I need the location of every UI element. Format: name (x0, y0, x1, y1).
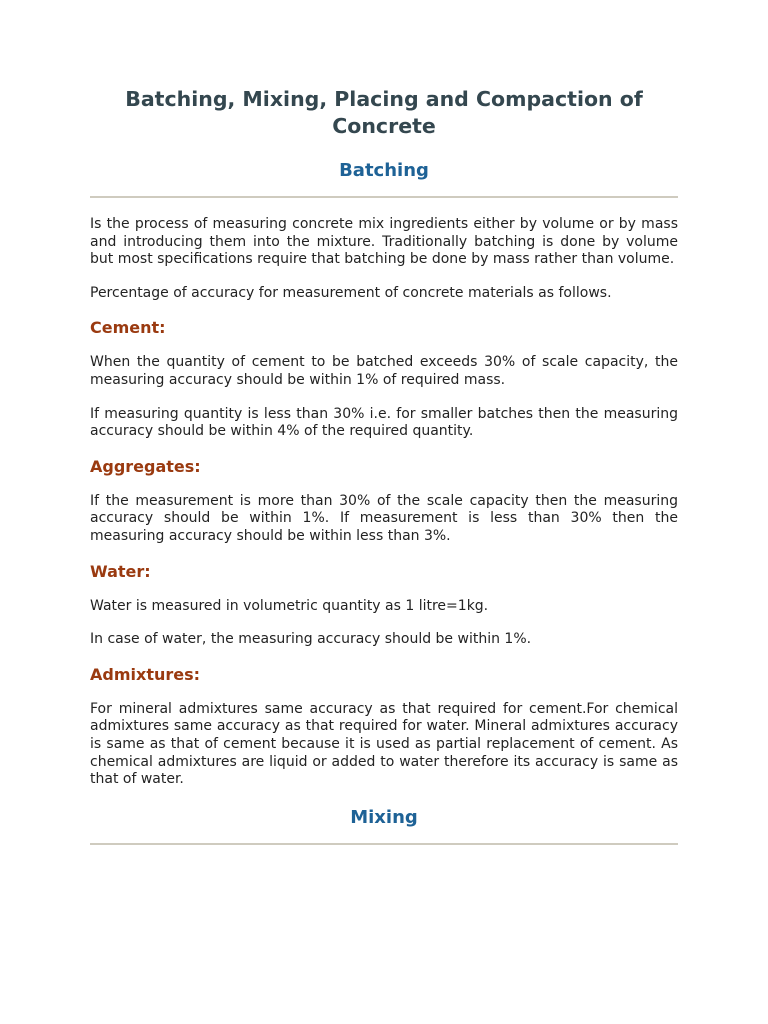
batching-accuracy-paragraph: Percentage of accuracy for measurement of concrete materials as follows. (90, 284, 612, 301)
aggregates-paragraph: If the measurement is more than 30% of the scale capacity then the measuring accuracy should be within 1%. If measurement is less than 30% then the measuring accuracy should be within less than 3%. (90, 492, 678, 544)
section-divider (90, 843, 678, 845)
admixtures-paragraph: For mineral admixtures same accuracy as that required for cement.For chemical admixtures same accuracy as that required for water. Mineral admixtures accuracy is same as that of cement because it is used as partial replacement of cement. As chemical admixtures are liquid or added to water therefore its accuracy is same as that of water. (90, 700, 678, 788)
subheading-cement: Cement: (90, 318, 166, 338)
section-divider (90, 196, 678, 198)
water-paragraph: Water is measured in volumetric quantity as 1 litre=1kg. (90, 597, 489, 614)
subheading-admixtures: Admixtures: (90, 664, 201, 684)
batching-intro-paragraph: Is the process of measuring concrete mix ingredients either by volume or by mass and introducing them into the mixture. Traditionally batching is done by volume but most specifications require that batching be done by mass rather than volume. (90, 216, 678, 268)
cement-paragraph: If measuring quantity is less than 30% i.e. for smaller batches then the measuring accuracy should be within 4% of the required quantity. (90, 405, 678, 440)
document-page (90, 86, 678, 845)
document-title: Batching, Mixing, Placing and Compaction of Concrete (125, 87, 643, 138)
water-paragraph: In case of water, the measuring accuracy should be within 1%. (90, 631, 532, 648)
cement-paragraph: When the quantity of cement to be batched exceeds 30% of scale capacity, the measuring accuracy should be within 1% of required mass. (90, 354, 678, 388)
subheading-aggregates: Aggregates: (90, 456, 201, 476)
section-heading-batching: Batching (339, 160, 429, 181)
subheading-water: Water: (90, 561, 151, 581)
section-heading-mixing: Mixing (350, 806, 418, 828)
